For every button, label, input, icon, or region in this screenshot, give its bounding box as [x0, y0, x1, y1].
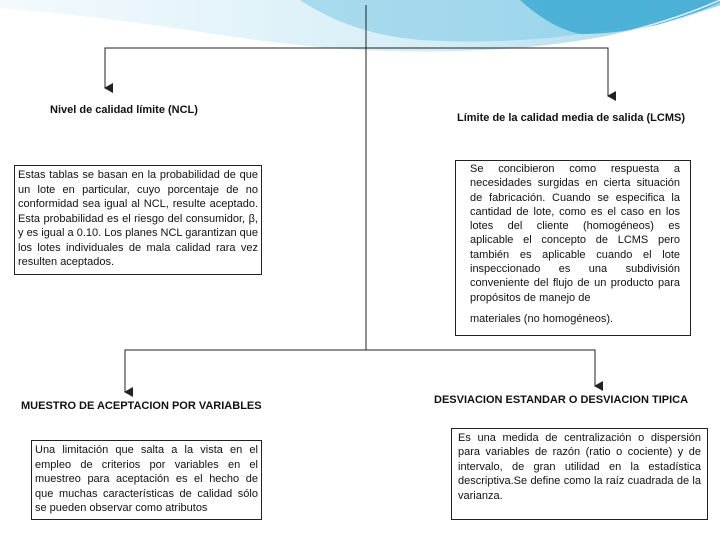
muestreo-heading: MUESTRO DE ACEPTACION POR VARIABLES: [21, 400, 262, 412]
top-right-connector: [366, 48, 608, 96]
muestreo-description-box: [31, 440, 262, 520]
ncl-heading: Nivel de calidad límite (NCL): [50, 104, 198, 116]
lcms-description-tail: materiales (no homogéneos).: [470, 312, 614, 325]
bottom-left-connector: [125, 350, 366, 392]
lcms-description-box: [455, 160, 691, 336]
muestreo-description-text: Una limitación que salta a la vista en el empleo de criterios por variables en el muestreo para aceptación es el hecho de que muchas características de calidad sólo se pueden observar como atributos: [35, 444, 258, 514]
lcms-heading: Límite de la calidad media de salida (LCMS): [457, 112, 686, 124]
desviacion-heading: DESVIACION ESTANDAR O DESVIACION TIPICA: [434, 394, 689, 406]
top-left-connector: [105, 48, 366, 88]
bottom-right-connector: [366, 350, 595, 386]
lcms-description-text: Se concibieron como respuesta a necesidades surgidas en cierta situación de fabricación. Cuando se especifica la cantidad de lote, como es el caso en los lotes del cliente (homogéneos) es aplicable el concepto de LCMS pero también es aplicable cuando el lote inspeccionado es una subdivisión conveniente del flujo de un producto para propósitos de manejo de: [470, 163, 680, 304]
ncl-description-text: Estas tablas se basan en la probabilidad de que un lote en particular, cuyo porcentaje de no conformidad sea igual al NCL, resulte aceptado. Esta probabilidad es el riesgo del consumidor, β, y es igual a 0.10. Los planes NCL garantizan que los lotes individuales de mala calidad rara vez resulten aceptados.: [18, 169, 258, 268]
desviacion-description-box: [451, 428, 708, 520]
desviacion-description-text: Es una medida de centralización o dispersión para variables de razón (ratio o cociente) y de intervalo, de gran utilidad en la estadística descriptiva.Se define como la raíz cuadrada de la varianza.: [458, 432, 701, 502]
ncl-description-box: [14, 165, 262, 275]
